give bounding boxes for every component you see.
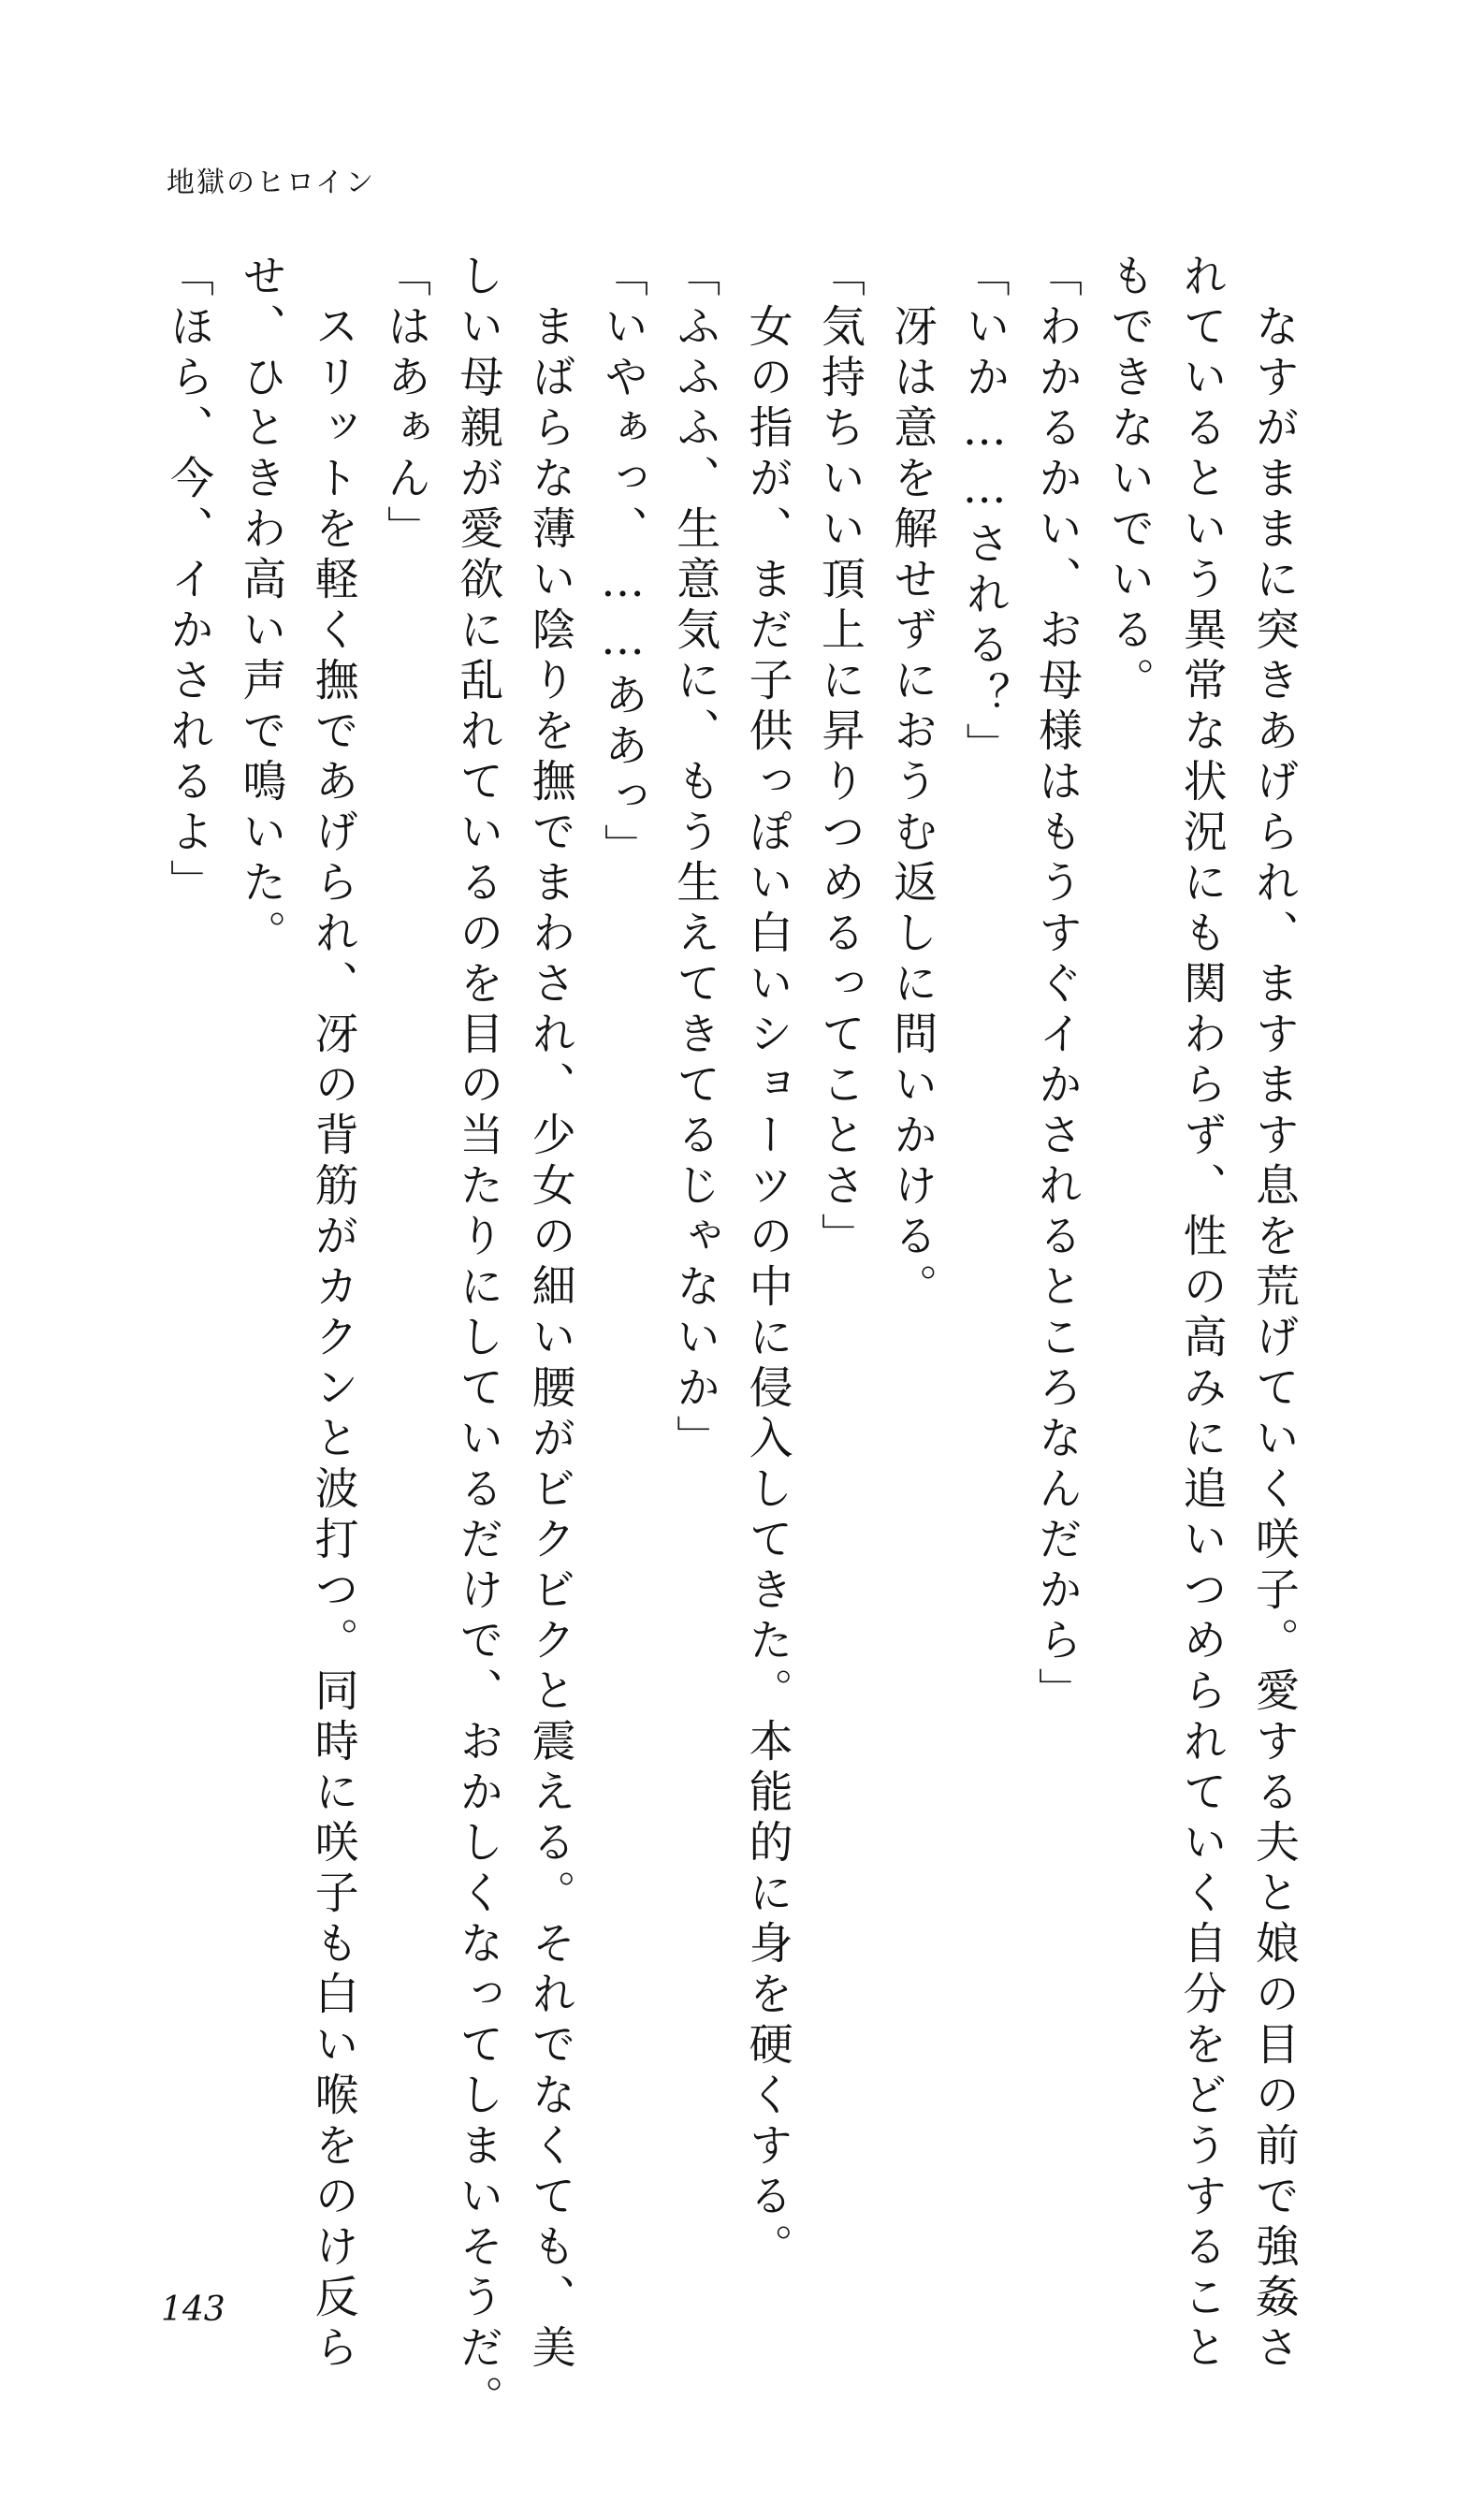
- text-column-13: 「はあぁん」: [379, 253, 431, 556]
- text-column-10: 「いやぁっ、……ああっ」: [596, 253, 648, 874]
- page-number: 143: [161, 2291, 226, 2329]
- text-column-1: なすがままに突きあげられ、ますます息を荒げていく咲子。愛する夫と娘の目の前で強姦さ: [1247, 253, 1300, 2375]
- text-column-3: もできないでいる。: [1103, 253, 1156, 707]
- text-column-16: 「ほら、今、イかされるよ」: [163, 253, 214, 909]
- text-column-15: せ、ひときわ高い声で鳴いた。: [235, 253, 287, 960]
- text-column-6: 冴は意を解せずにおうむ返しに問いかける。: [886, 253, 938, 1314]
- running-head-title: 地獄のヒロイン: [167, 167, 376, 199]
- text-column-14: スリットを軽く撫であげられ、冴の背筋がカクンと波打つ。同時に咲子も白い喉をのけ反ら: [307, 253, 359, 2375]
- text-column-5: 「いか……される？」: [958, 253, 1011, 773]
- text-column-7: 「気持ちいい頂上に昇りつめるってことさ」: [813, 253, 866, 1263]
- text-column-9: 「ふふふ、生意気に、もう生えてきてるじゃないか」: [669, 253, 721, 1465]
- text-column-8: 女の指が、まだ子供っぽい白いショーツの中に侵入してきた。本能的に身を硬くする。: [741, 253, 793, 2274]
- text-column-11: まばらな薄い陰りを撫でまわされ、少女の細い腰がビクビクと震える。それでなくても、美: [524, 253, 576, 2375]
- text-column-2: れているという異常な状況にも関わらず、性の高みに追いつめられていく自分をどうすること: [1175, 253, 1228, 2375]
- text-column-12: しい母親が愛欲に乱れているのを目の当たりにしているだけで、おかしくなってしまいそうだ。: [452, 253, 504, 2425]
- text-column-4: 「わかるかい、お母様はもうすぐイかされるところなんだから」: [1030, 253, 1083, 1718]
